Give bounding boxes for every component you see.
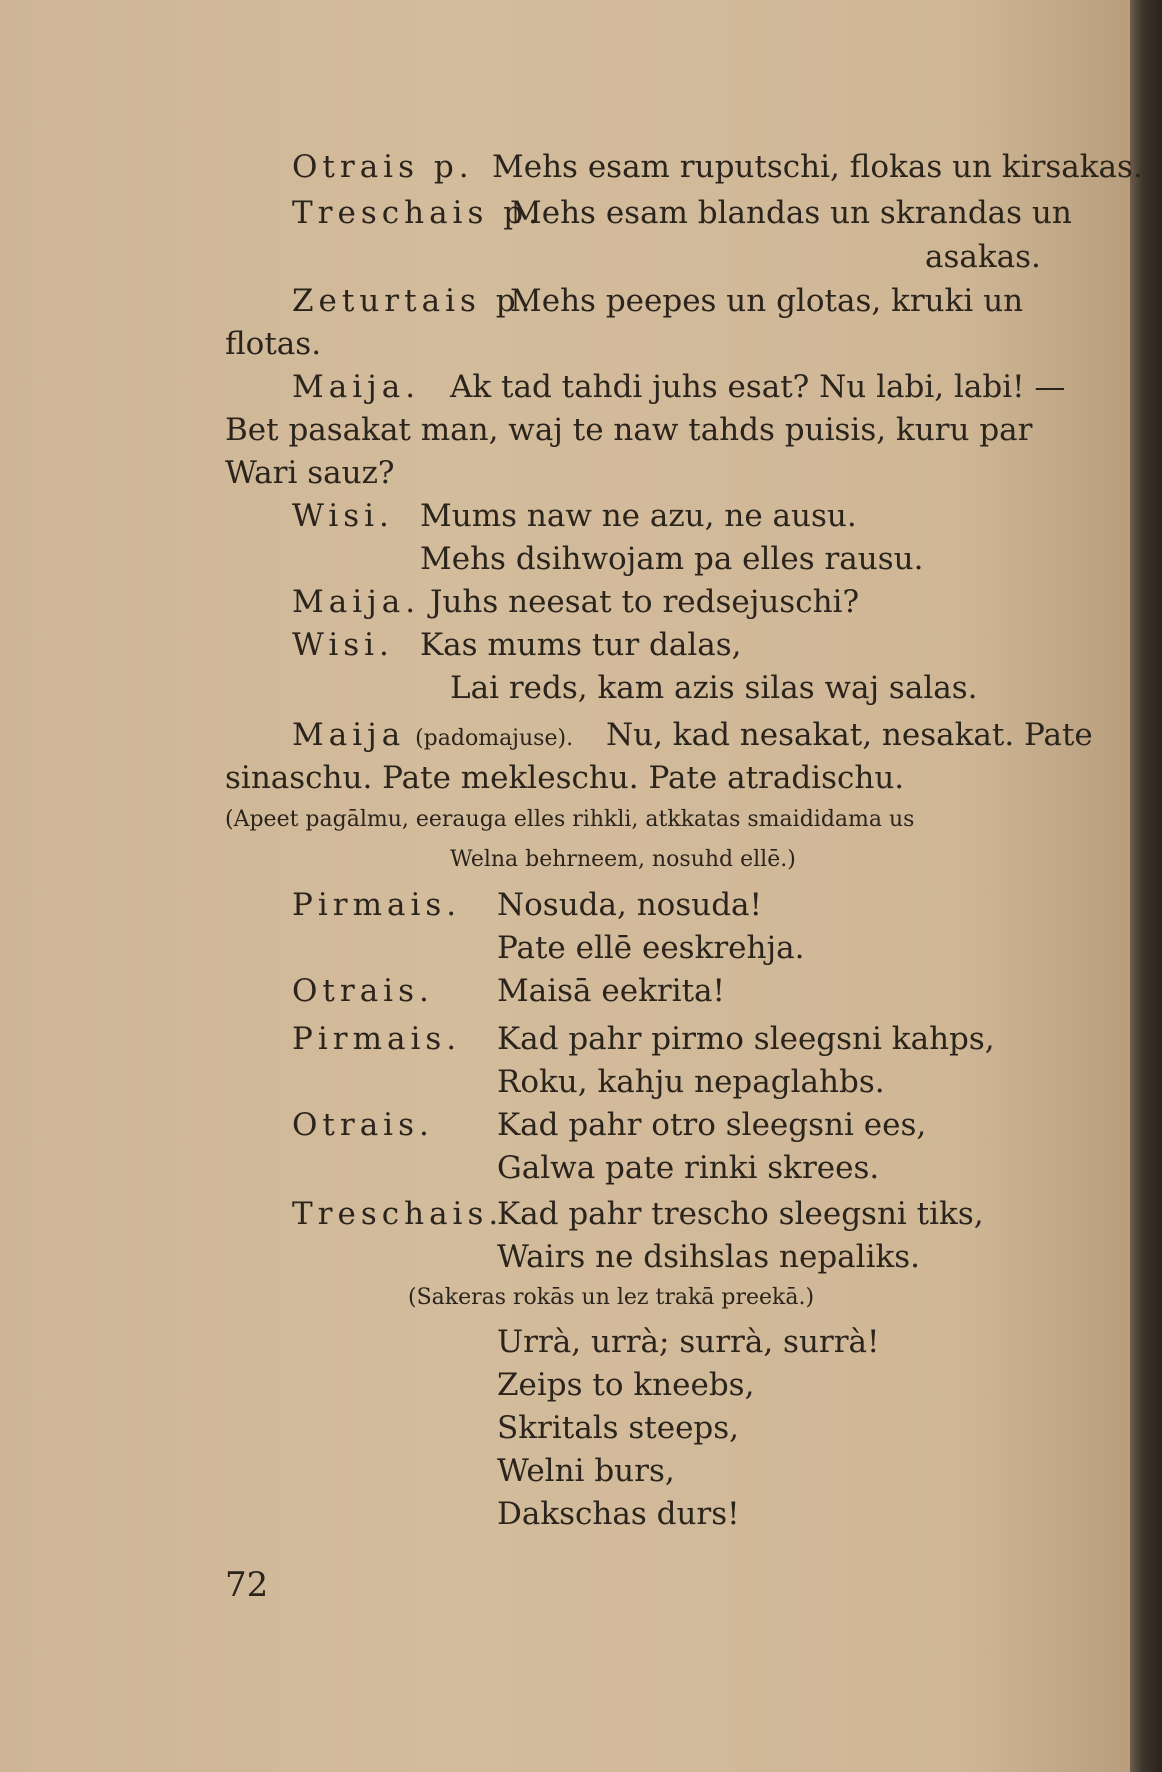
speaker-name: Pirmais.: [292, 1021, 462, 1057]
dialogue-text: flotas.: [225, 326, 322, 362]
dialogue-text: Nu, kad nesakat, nesakat. Pate: [606, 717, 1093, 753]
dialogue-text: Bet pasakat man, waj te naw tahds puisis, kuru par: [225, 412, 1033, 448]
speaker-name: Wisi.: [292, 627, 394, 663]
dialogue-text: Mehs dsihwojam pa elles rausu.: [420, 541, 924, 577]
dialogue-text: Maisā eekrita!: [497, 973, 725, 1009]
dialogue-text: Nosuda, nosuda!: [497, 887, 762, 923]
speaker-name: Zeturtais p.: [292, 283, 536, 319]
dialogue-text: Roku, kahju nepaglahbs.: [497, 1064, 885, 1100]
dialogue-text: Kad pahr otro sleegsni ees,: [497, 1107, 927, 1143]
stage-direction: Welna behrneem, nosuhd ellē.): [450, 847, 796, 872]
speaker-name: Treschais.: [292, 1196, 504, 1232]
speaker-name: Treschais p.: [292, 195, 543, 231]
speaker-name: Maija: [292, 717, 406, 753]
dialogue-text: Pate ellē eeskrehja.: [497, 930, 805, 966]
line: [292, 147, 474, 187]
dialogue-text: Kad pahr trescho sleegsni tiks,: [497, 1196, 984, 1232]
dialogue-text: Kad pahr pirmo sleegsni kahps,: [497, 1021, 995, 1057]
dialogue-text: Ak tad tahdi juhs esat? Nu labi, labi! —: [450, 369, 1066, 405]
dialogue-text: Mehs esam blandas un skrandas un: [510, 195, 1072, 231]
dialogue-text: Wari sauz?: [225, 455, 395, 491]
page-number: 72: [225, 1565, 269, 1605]
dialogue-text: Zeips to kneebs,: [497, 1367, 755, 1403]
book-spine: [1130, 0, 1162, 1772]
dialogue-text: Lai reds, kam azis silas waj salas.: [450, 670, 978, 706]
dialogue-text: Galwa pate rinki skrees.: [497, 1150, 880, 1186]
dialogue-text: Wairs ne dsihslas nepaliks.: [497, 1239, 921, 1275]
dialogue-text: Juhs neesat to redsejuschi?: [430, 584, 860, 620]
speaker-name: Otrais.: [292, 1107, 434, 1143]
speaker-name: Otrais.: [292, 973, 434, 1009]
speaker-name: Maija.: [292, 584, 421, 620]
dialogue-text: asakas.: [925, 239, 1041, 275]
speaker-name: Otrais p.: [292, 149, 474, 185]
dialogue-text: Mehs peepes un glotas, kruki un: [510, 283, 1024, 319]
stage-direction: (Apeet pagālmu, eerauga elles rihkli, atkkatas smaididama us: [225, 807, 915, 832]
dialogue-text: sinaschu. Pate mekleschu. Pate atradischu.: [225, 760, 905, 796]
speaker-name: Maija.: [292, 369, 421, 405]
stage-direction: (Sakeras rokās un lez trakā preekā.): [408, 1285, 815, 1310]
dialogue-text: Mehs esam ruputschi, flokas un kirsakas.: [492, 149, 1143, 185]
dialogue-text: Welni burs,: [497, 1453, 675, 1489]
dialogue-text: Urrà, urrà; surrà, surrà!: [497, 1324, 880, 1360]
dialogue-text: Mums naw ne azu, ne ausu.: [420, 498, 857, 534]
dialogue-text: Skritals steeps,: [497, 1410, 740, 1446]
stage-direction: (padomajuse).: [415, 726, 574, 751]
dialogue-text: Kas mums tur dalas,: [420, 627, 742, 663]
speaker-name: Pirmais.: [292, 887, 462, 923]
speaker-name: Wisi.: [292, 498, 394, 534]
dialogue-text: Dakschas durs!: [497, 1496, 740, 1532]
